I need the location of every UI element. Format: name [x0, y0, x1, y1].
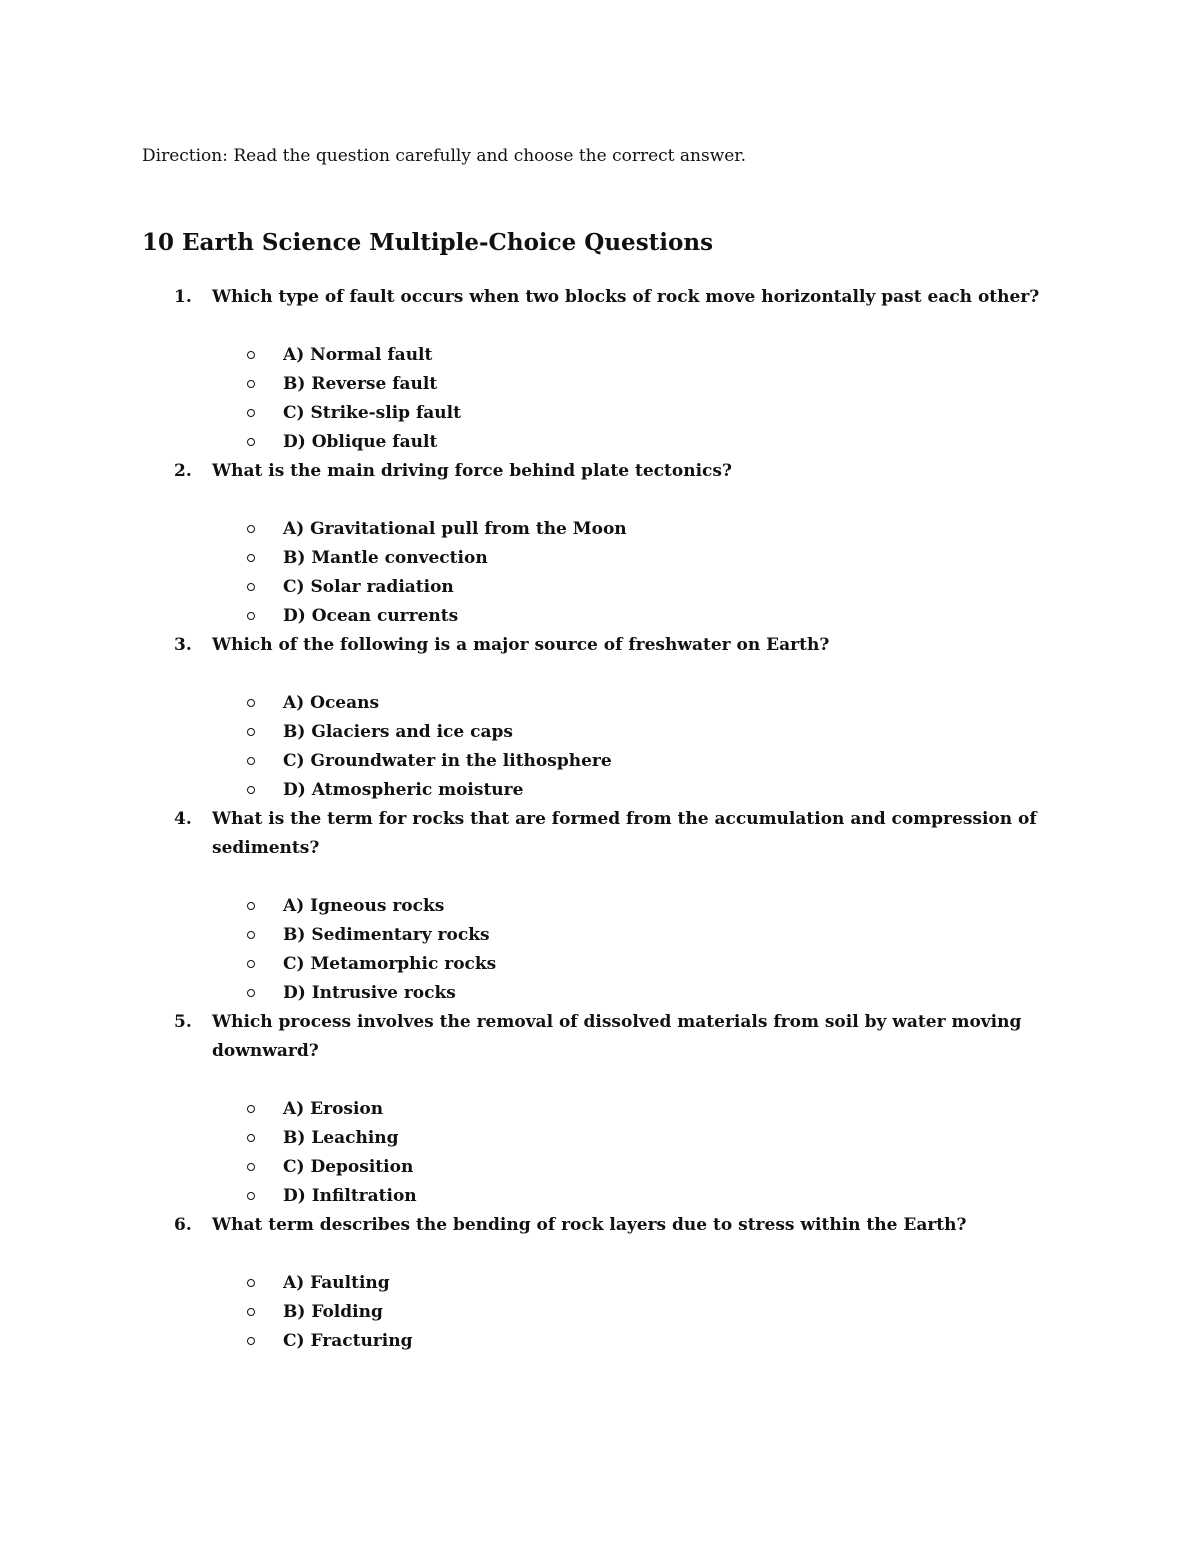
option-text: B) Leaching	[283, 1128, 399, 1148]
option-text: B) Folding	[283, 1302, 383, 1322]
option-text: A) Gravitational pull from the Moon	[283, 519, 627, 539]
circle-bullet-icon	[247, 786, 255, 794]
option-item	[0, 921, 1200, 950]
question-text: Which of the following is a major source of freshwater on Earth?	[212, 635, 830, 655]
circle-bullet-icon	[247, 728, 255, 736]
option-text: C) Deposition	[283, 1157, 414, 1177]
option-item	[0, 573, 1200, 602]
circle-bullet-icon	[247, 409, 255, 417]
option-item	[0, 979, 1200, 1008]
option-item	[0, 544, 1200, 573]
option-text: A) Igneous rocks	[283, 896, 445, 916]
question-number: 6.	[174, 1215, 192, 1235]
option-item	[0, 776, 1200, 805]
option-item	[0, 1298, 1200, 1327]
page-title: 10 Earth Science Multiple-Choice Questions	[142, 229, 714, 256]
question-number: 5.	[174, 1012, 192, 1032]
question-item	[0, 457, 1200, 631]
option-text: D) Ocean currents	[283, 606, 459, 626]
circle-bullet-icon	[247, 960, 255, 968]
circle-bullet-icon	[247, 1279, 255, 1287]
option-text: B) Sedimentary rocks	[283, 925, 490, 945]
option-text: D) Oblique fault	[283, 432, 438, 452]
option-text: A) Faulting	[283, 1273, 390, 1293]
option-item	[0, 1095, 1200, 1124]
question-number: 2.	[174, 461, 192, 481]
option-text: A) Oceans	[283, 693, 380, 713]
option-text: B) Mantle convection	[283, 548, 488, 568]
question-number: 4.	[174, 809, 192, 829]
circle-bullet-icon	[247, 1163, 255, 1171]
option-item	[0, 718, 1200, 747]
option-text: C) Metamorphic rocks	[283, 954, 497, 974]
question-text: Which type of fault occurs when two blocks of rock move horizontally past each other?	[212, 287, 1040, 307]
option-list	[0, 1095, 1200, 1211]
circle-bullet-icon	[247, 554, 255, 562]
option-list	[0, 515, 1200, 631]
circle-bullet-icon	[247, 989, 255, 997]
circle-bullet-icon	[247, 1105, 255, 1113]
question-text: Which process involves the removal of dissolved materials from soil by water moving downward?	[212, 1012, 1022, 1061]
option-text: D) Infiltration	[283, 1186, 417, 1206]
option-item	[0, 1124, 1200, 1153]
option-text: A) Normal fault	[283, 345, 433, 365]
question-text: What is the main driving force behind plate tectonics?	[212, 461, 732, 481]
circle-bullet-icon	[247, 757, 255, 765]
option-list	[0, 689, 1200, 805]
circle-bullet-icon	[247, 902, 255, 910]
circle-bullet-icon	[247, 699, 255, 707]
option-item	[0, 689, 1200, 718]
direction-text: Direction: Read the question carefully and choose the correct answer.	[142, 146, 746, 166]
option-list	[0, 341, 1200, 457]
option-item	[0, 370, 1200, 399]
option-text: B) Glaciers and ice caps	[283, 722, 513, 742]
question-text: What is the term for rocks that are formed from the accumulation and compression of sediments?	[212, 809, 1037, 858]
option-item	[0, 892, 1200, 921]
option-text: C) Strike-slip fault	[283, 403, 461, 423]
option-text: C) Groundwater in the lithosphere	[283, 751, 612, 771]
circle-bullet-icon	[247, 583, 255, 591]
option-item	[0, 1269, 1200, 1298]
circle-bullet-icon	[247, 525, 255, 533]
option-list	[0, 1269, 1200, 1356]
question-item	[0, 1008, 1200, 1211]
circle-bullet-icon	[247, 1192, 255, 1200]
question-item	[0, 805, 1200, 1008]
option-list	[0, 892, 1200, 1008]
option-item	[0, 515, 1200, 544]
option-text: D) Intrusive rocks	[283, 983, 456, 1003]
question-item	[0, 283, 1200, 457]
circle-bullet-icon	[247, 1308, 255, 1316]
option-item	[0, 747, 1200, 776]
question-item	[0, 631, 1200, 805]
circle-bullet-icon	[247, 351, 255, 359]
question-number: 3.	[174, 635, 192, 655]
option-item	[0, 1327, 1200, 1356]
circle-bullet-icon	[247, 1134, 255, 1142]
option-item	[0, 1153, 1200, 1182]
option-item	[0, 950, 1200, 979]
option-item	[0, 1182, 1200, 1211]
circle-bullet-icon	[247, 380, 255, 388]
question-text: What term describes the bending of rock layers due to stress within the Earth?	[212, 1215, 967, 1235]
option-item	[0, 602, 1200, 631]
circle-bullet-icon	[247, 931, 255, 939]
option-text: C) Fracturing	[283, 1331, 413, 1351]
option-text: D) Atmospheric moisture	[283, 780, 524, 800]
question-item	[0, 1211, 1200, 1356]
option-text: C) Solar radiation	[283, 577, 454, 597]
circle-bullet-icon	[247, 438, 255, 446]
option-item	[0, 341, 1200, 370]
option-item	[0, 399, 1200, 428]
option-text: B) Reverse fault	[283, 374, 438, 394]
question-number: 1.	[174, 287, 192, 307]
circle-bullet-icon	[247, 612, 255, 620]
option-item	[0, 428, 1200, 457]
circle-bullet-icon	[247, 1337, 255, 1345]
question-list	[0, 283, 1200, 1356]
option-text: A) Erosion	[283, 1099, 384, 1119]
